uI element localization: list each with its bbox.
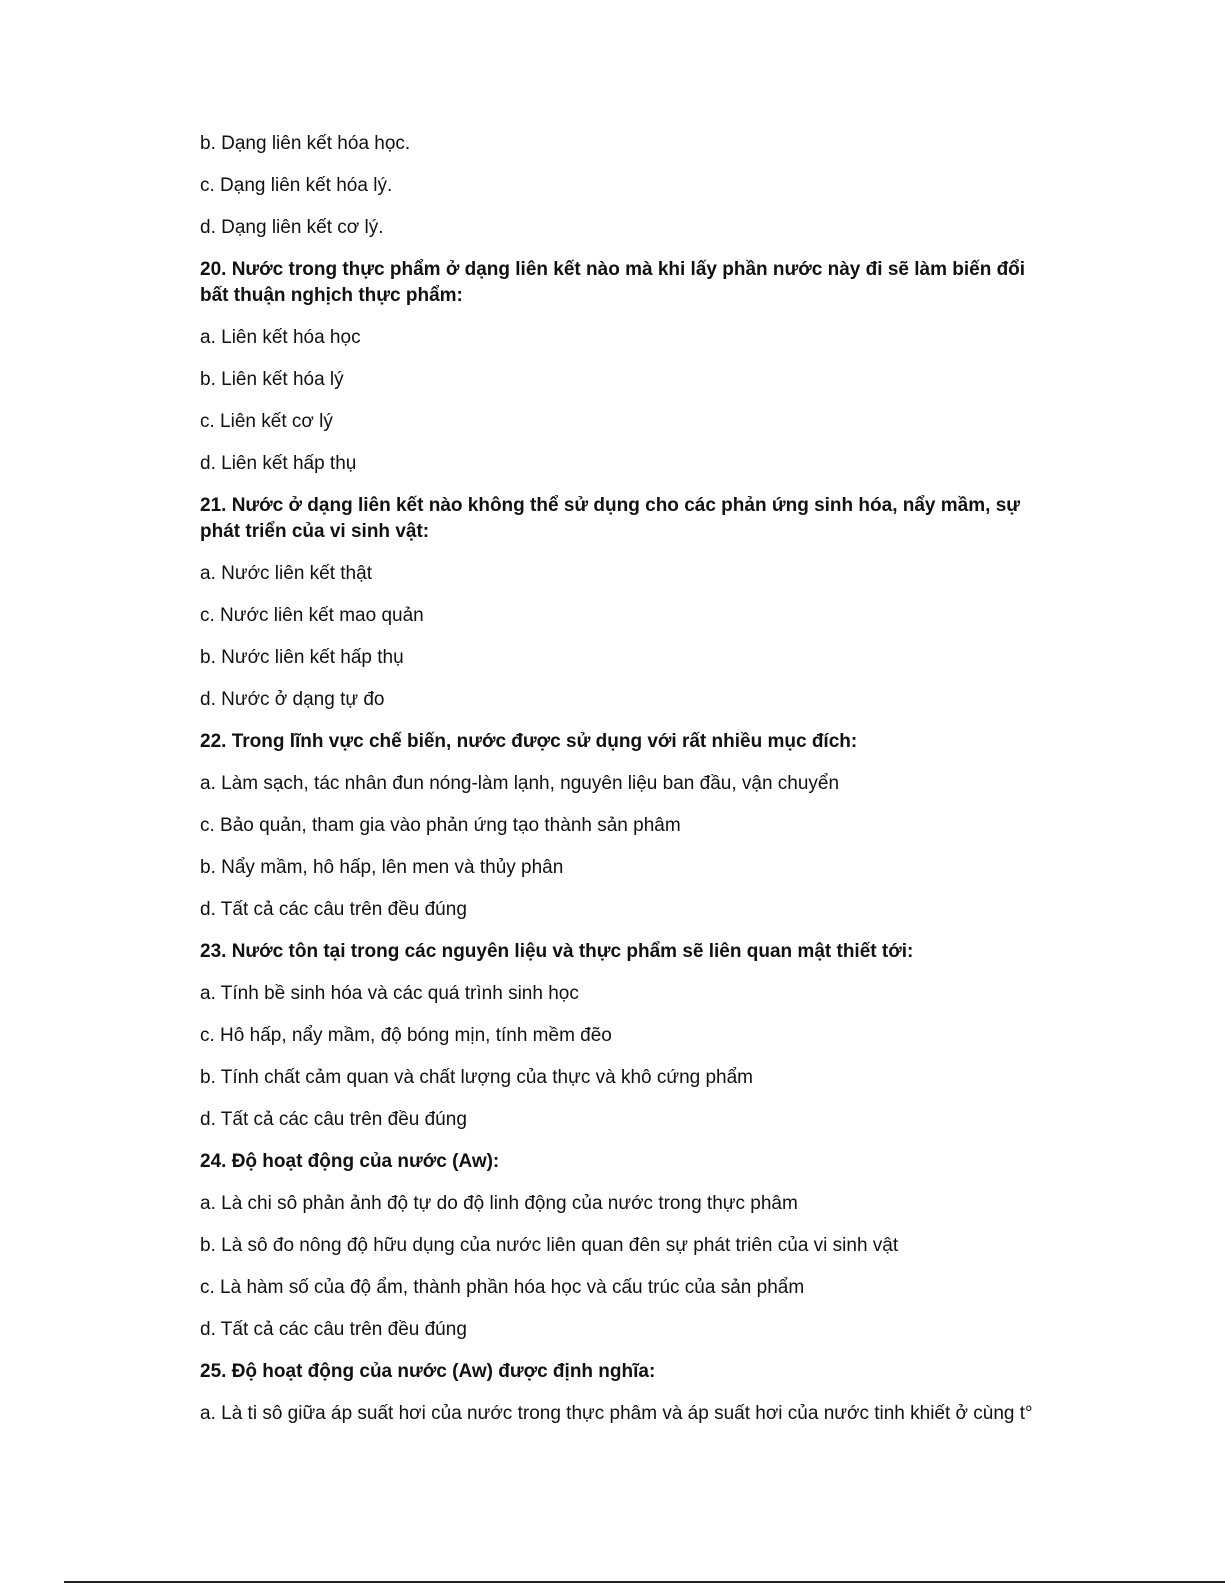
answer-option: a. Nước liên kết thật: [200, 563, 372, 584]
answer-option: b. Dạng liên kết hóa học.: [200, 133, 411, 154]
answer-option: d. Nước ở dạng tự đo: [200, 689, 385, 710]
answer-option: d. Tất cả các câu trên đều đúng: [200, 1109, 467, 1130]
answer-option: b. Tính chất cảm quan và chất lượng của thực và khô cứng phẩm: [200, 1067, 754, 1088]
question-22: 22. Trong lĩnh vực chế biến, nước được sử dụng với rất nhiều mục đích:: [200, 731, 858, 752]
answer-option: c. Nước liên kết mao quản: [200, 605, 424, 626]
answer-option: b. Nẩy mầm, hô hấp, lên men và thủy phân: [200, 857, 564, 878]
answer-option: a. Liên kết hóa học: [200, 327, 361, 348]
question-20: 20. Nước trong thực phẩm ở dạng liên kết nào mà khi lấy phần nước này đi sẽ làm biến đổi bất thuận nghịch thực phẩm:: [200, 259, 1026, 306]
question-24: 24. Độ hoạt động của nước (Aw):: [200, 1151, 500, 1172]
answer-option: c. Là hàm số của độ ẩm, thành phần hóa học và cấu trúc của sản phẩm: [200, 1277, 805, 1298]
answer-option: b. Là sô đo nông độ hữu dụng của nước liên quan đên sự phát triên của vi sinh vật: [200, 1235, 899, 1256]
answer-option: d. Dạng liên kết cơ lý.: [200, 217, 384, 238]
page-bottom-divider: [64, 1581, 1225, 1583]
answer-option: a. Làm sạch, tác nhân đun nóng-làm lạnh, nguyên liệu ban đầu, vận chuyển: [200, 773, 840, 794]
answer-option: a. Là ti sô giữa áp suất hơi của nước trong thực phâm và áp suất hơi của nước tinh khiết ở cùng t°: [200, 1403, 1033, 1424]
answer-option: d. Liên kết hấp thụ: [200, 453, 357, 474]
question-23: 23. Nước tôn tại trong các nguyên liệu và thực phẩm sẽ liên quan mật thiết tới:: [200, 941, 914, 962]
answer-option: c. Hô hấp, nẩy mầm, độ bóng mịn, tính mềm đẽo: [200, 1025, 612, 1046]
answer-option: b. Liên kết hóa lý: [200, 369, 344, 390]
answer-option: c. Liên kết cơ lý: [200, 411, 333, 432]
answer-option: d. Tất cả các câu trên đều đúng: [200, 899, 467, 920]
question-21: 21. Nước ở dạng liên kết nào không thể sử dụng cho các phản ứng sinh hóa, nẩy mầm, sự phát triển của vi sinh vật:: [200, 495, 1021, 542]
answer-option: a. Tính bề sinh hóa và các quá trình sinh học: [200, 983, 579, 1004]
question-25: 25. Độ hoạt động của nước (Aw) được định nghĩa:: [200, 1361, 656, 1382]
answer-option: c. Dạng liên kết hóa lý.: [200, 175, 393, 196]
answer-option: c. Bảo quản, tham gia vào phản ứng tạo thành sản phâm: [200, 815, 681, 836]
answer-option: a. Là chi sô phản ảnh độ tự do độ linh động của nước trong thực phâm: [200, 1193, 798, 1214]
answer-option: b. Nước liên kết hấp thụ: [200, 647, 404, 668]
document-page: [200, 131, 1033, 1443]
answer-option: d. Tất cả các câu trên đều đúng: [200, 1319, 467, 1340]
